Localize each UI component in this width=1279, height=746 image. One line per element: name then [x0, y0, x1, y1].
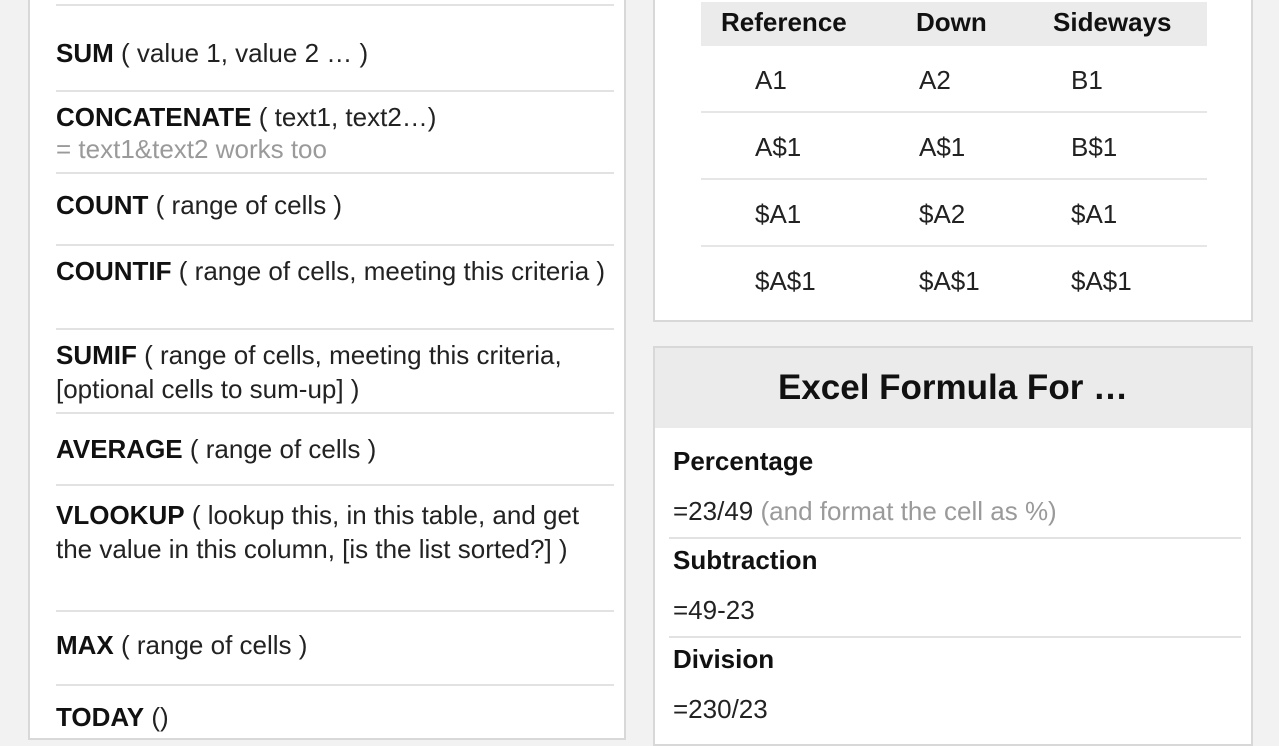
cell-reference: $A$1 — [755, 266, 816, 296]
function-name: SUMIF — [56, 340, 137, 370]
cell-down: A$1 — [919, 132, 966, 162]
formula-value: =230/23 — [673, 694, 768, 724]
cell-sideways: B$1 — [1071, 132, 1118, 162]
function-row-today — [56, 686, 614, 746]
cell-reference-table — [653, 0, 1253, 322]
table-row — [701, 247, 1207, 314]
cell-reference: A$1 — [755, 132, 802, 162]
cell-sideways: $A$1 — [1071, 266, 1132, 296]
formula-item-subtraction — [669, 539, 1241, 638]
formula-item-division — [669, 638, 1241, 737]
function-args: () — [151, 702, 169, 732]
formula-for-panel — [653, 346, 1253, 746]
function-row-sumif — [56, 330, 614, 414]
cell-down: $A$1 — [919, 266, 980, 296]
function-args: ( range of cells, meeting this criteria, [optional cells to sum-up] ) — [56, 340, 562, 404]
reference-table-header — [701, 2, 1207, 46]
formula-label: Subtraction — [673, 545, 818, 575]
table-row — [701, 46, 1207, 113]
function-args: ( range of cells ) — [121, 630, 308, 660]
formula-label: Division — [673, 644, 775, 674]
function-args: ( value 1, value 2 … ) — [121, 38, 369, 68]
header-sideways: Sideways — [1053, 7, 1172, 37]
formula-expression — [673, 496, 1057, 527]
function-name: AVERAGE — [56, 434, 183, 464]
formula-label: Percentage — [673, 446, 814, 476]
function-row-max — [56, 612, 614, 686]
cell-reference: $A1 — [755, 199, 802, 229]
function-row-sum — [56, 18, 614, 92]
cell-down: $A2 — [919, 199, 966, 229]
function-note: = text1&text2 works too — [56, 134, 327, 164]
cell-sideways: B1 — [1071, 65, 1103, 95]
cell-down: A2 — [919, 65, 951, 95]
function-args: ( text1, text2…) — [258, 102, 437, 132]
formula-value: =49-23 — [673, 595, 755, 625]
cell-reference: A1 — [755, 65, 787, 95]
function-row-concatenate — [56, 92, 614, 174]
function-args: ( lookup this, in this table, and get the value in this column, [is the list sorted?] ) — [56, 500, 580, 564]
function-name: COUNT — [56, 190, 149, 220]
function-name: VLOOKUP — [56, 500, 185, 530]
function-name: MAX — [56, 630, 114, 660]
function-name: SUM — [56, 38, 114, 68]
formula-for-title: Excel Formula For … — [655, 348, 1251, 428]
function-row-partial — [56, 0, 614, 6]
function-name: CONCATENATE — [56, 102, 252, 132]
formula-value: =23/49 — [673, 496, 754, 526]
function-row-average — [56, 414, 614, 486]
function-args: ( range of cells ) — [155, 190, 343, 220]
function-args: ( range of cells, meeting this criteria ) — [178, 256, 606, 286]
function-name: TODAY — [56, 702, 145, 732]
function-list-panel — [28, 0, 626, 740]
header-reference: Reference — [721, 7, 847, 37]
cell-sideways: $A1 — [1071, 199, 1118, 229]
table-row — [701, 180, 1207, 247]
formula-hint: (and format the cell as %) — [760, 496, 1057, 526]
function-row-countif — [56, 246, 614, 330]
function-row-count — [56, 174, 614, 246]
function-name: COUNTIF — [56, 256, 172, 286]
header-down: Down — [916, 7, 987, 37]
function-row-vlookup — [56, 486, 614, 612]
function-args: ( range of cells ) — [189, 434, 377, 464]
formula-item-percentage — [669, 440, 1241, 539]
table-row — [701, 113, 1207, 180]
